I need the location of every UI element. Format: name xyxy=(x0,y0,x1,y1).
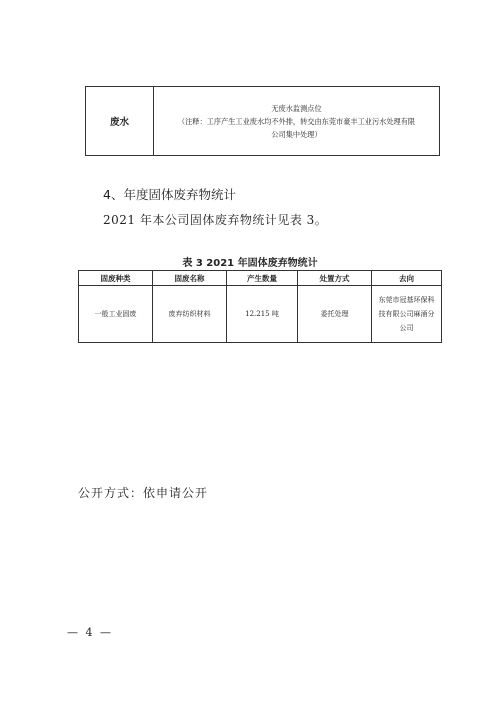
table-caption: 表 3 2021 年固体废弃物统计 xyxy=(182,258,318,269)
solid-waste-table xyxy=(78,270,442,343)
section-heading: 4、年度固体废弃物统计 xyxy=(103,187,236,202)
cell-waste-type: 一般工业固废 xyxy=(79,286,153,343)
wastewater-category-cell: 废水 xyxy=(86,87,154,155)
cell-destination: 东莞市冠基环保科技有限公司麻涌分公司 xyxy=(372,286,442,343)
header-quantity: 产生数量 xyxy=(227,271,298,286)
header-destination: 去向 xyxy=(372,271,442,286)
table-header-row xyxy=(79,271,442,286)
wastewater-note-line3: 公司集中处理） xyxy=(271,129,322,139)
wastewater-note-line1: 无废水监测点位 xyxy=(271,103,322,113)
wastewater-note-line2: （注释：工序产生工业废水均不外排，转交由东莞市豪丰工业污水处理有限 xyxy=(177,116,416,126)
cell-disposal: 委托处理 xyxy=(298,286,372,343)
disclosure-method xyxy=(78,484,208,501)
cell-waste-name: 废弃纺织材料 xyxy=(153,286,227,343)
page-number: — 4 — xyxy=(67,626,113,639)
header-disposal: 处置方式 xyxy=(298,271,372,286)
header-waste-type: 固废种类 xyxy=(79,271,153,286)
cell-quantity: 12.215 吨 xyxy=(227,286,298,343)
table-row xyxy=(79,286,442,343)
wastewater-table xyxy=(85,86,440,156)
section-body-text: 2021 年本公司固体废弃物统计见表 3。 xyxy=(103,213,328,227)
disclosure-label: 公开方式： xyxy=(78,486,144,500)
wastewater-note-cell xyxy=(154,87,439,155)
disclosure-value: 依申请公开 xyxy=(143,486,209,500)
header-waste-name: 固废名称 xyxy=(153,271,227,286)
